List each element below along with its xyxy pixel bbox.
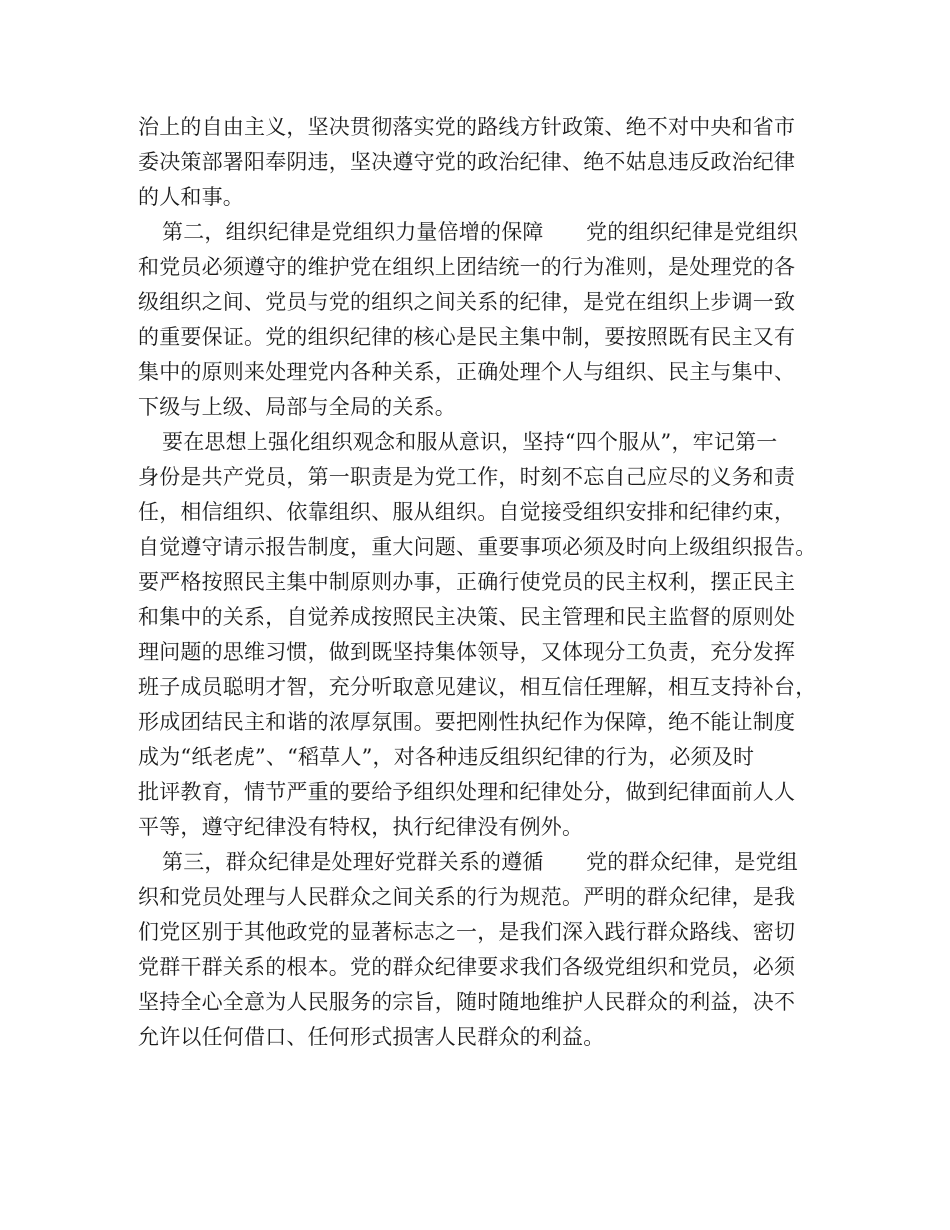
text-line: 治上的自由主义，坚决贯彻落实党的路线方针政策、绝不对中央和省市 <box>138 115 796 139</box>
text-line: 坚持全心全意为人民服务的宗旨，随时随地维护人民群众的利益，决不 <box>138 990 796 1014</box>
paragraph-heading-line: 第三，群众纪律是处理好党群关系的遵循 党的群众纪律，是党组 <box>162 850 798 874</box>
text-line: 批评教育，情节严重的要给予组织处理和纪律处分，做到纪律面前人人 <box>138 780 796 804</box>
text-line: 允许以任何借口、任何形式损害人民群众的利益。 <box>138 1025 605 1049</box>
text-line: 党群干群关系的根本。党的群众纪律要求我们各级党组织和党员，必须 <box>138 955 796 979</box>
text-line: 班子成员聪明才智，充分听取意见建议，相互信任理解，相互支持补台， <box>138 675 817 699</box>
text-line: 的人和事。 <box>138 185 244 209</box>
text-line: 的重要保证。党的组织纪律的核心是民主集中制，要按照既有民主又有 <box>138 325 796 349</box>
text-line: 们党区别于其他政党的显著标志之一，是我们深入践行群众路线、密切 <box>138 920 796 944</box>
text-line: 和集中的关系，自觉养成按照民主决策、民主管理和民主监督的原则处 <box>138 605 796 629</box>
text-line: 集中的原则来处理党内各种关系，正确处理个人与组织、民主与集中、 <box>138 360 796 384</box>
text-line: 形成团结民主和谐的浓厚氛围。要把刚性执纪作为保障，绝不能让制度 <box>138 710 796 734</box>
text-line: 和党员必须遵守的维护党在组织上团结统一的行为准则，是处理党的各 <box>138 255 796 279</box>
text-line: 身份是共产党员，第一职责是为党工作，时刻不忘自己应尽的义务和责 <box>138 465 796 489</box>
text-line: 平等，遵守纪律没有特权，执行纪律没有例外。 <box>138 815 584 839</box>
text-line: 成为“纸老虎”、“稻草人”，对各种违反组织纪律的行为，必须及时 <box>138 745 755 769</box>
text-line: 理问题的思维习惯，做到既坚持集体领导，又体现分工负责，充分发挥 <box>138 640 796 664</box>
paragraph-start-line: 要在思想上强化组织观念和服从意识，坚持“四个服从”，牢记第一 <box>162 430 778 454</box>
paragraph-heading-line: 第二，组织纪律是党组织力量倍增的保障 党的组织纪律是党组织 <box>162 220 798 244</box>
text-line: 委决策部署阳奉阴违，坚决遵守党的政治纪律、绝不姑息违反政治纪律 <box>138 150 796 174</box>
text-line: 级组织之间、党员与党的组织之间关系的纪律，是党在组织上步调一致 <box>138 290 796 314</box>
text-line: 自觉遵守请示报告制度，重大问题、重要事项必须及时向上级组织报告。 <box>138 535 817 559</box>
text-line: 要严格按照民主集中制原则办事，正确行使党员的民主权利，摆正民主 <box>138 570 796 594</box>
text-line: 任，相信组织、依靠组织、服从组织。自觉接受组织安排和纪律约束， <box>138 500 796 524</box>
text-line: 织和党员处理与人民群众之间关系的行为规范。严明的群众纪律，是我 <box>138 885 796 909</box>
text-line: 下级与上级、局部与全局的关系。 <box>138 395 456 419</box>
